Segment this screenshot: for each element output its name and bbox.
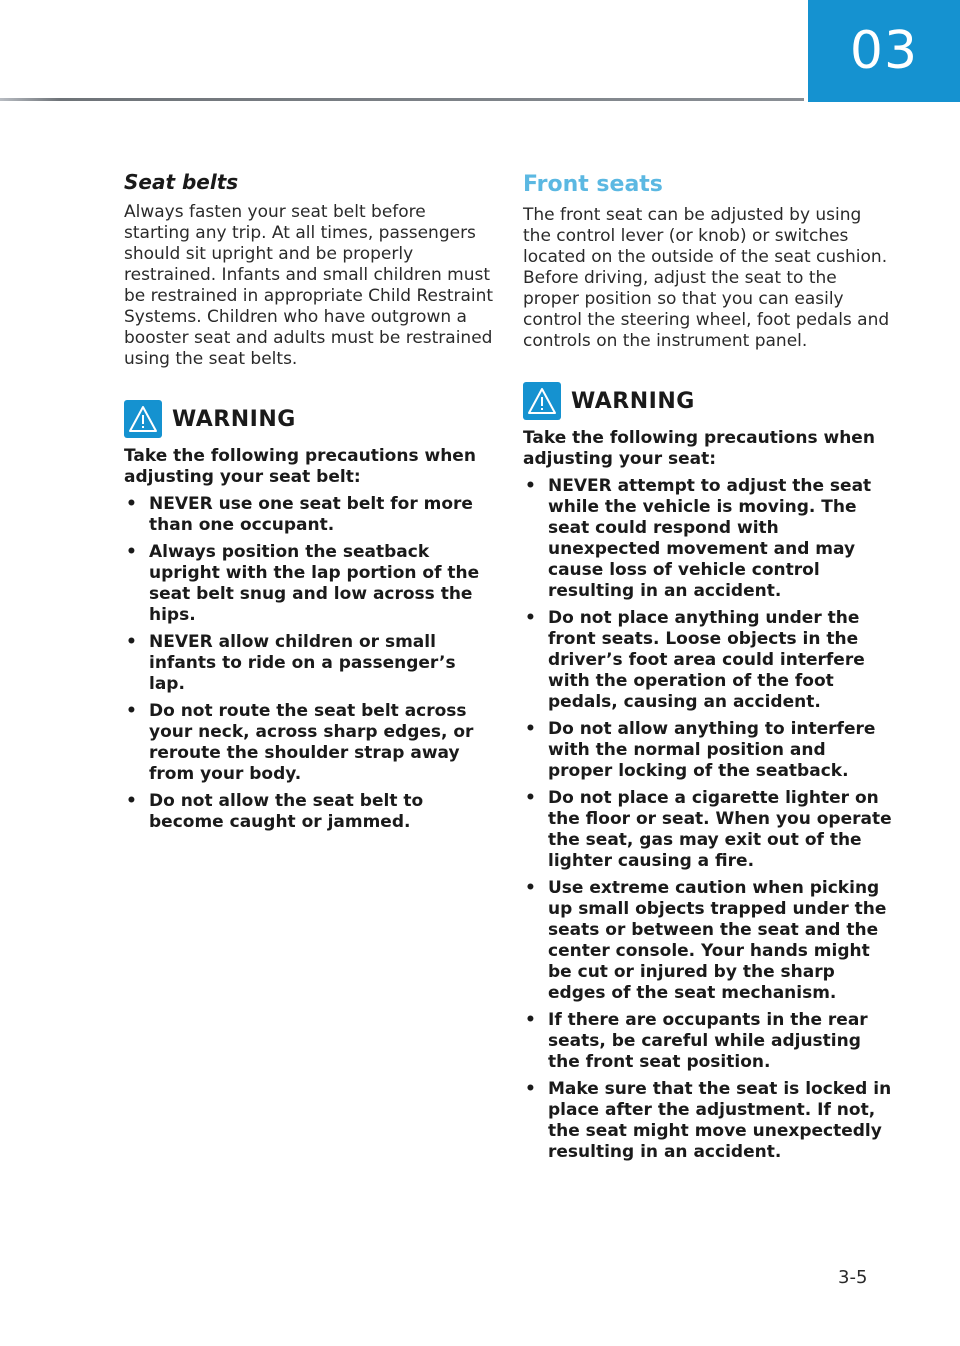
list-item: • NEVER attempt to adjust the seat while the vehicle is moving. The seat could respond with unexpected movement and may cause loss of vehicle control resulting in an accident. [525,476,872,601]
seat-belts-heading: Seat belts [124,170,239,194]
list-item: • Do not route the seat belt across your neck, across sharp edges, or reroute the shoulder strap away from your body. [126,701,474,784]
list-item: • NEVER allow children or small infants to ride on a passenger’s lap. [126,632,456,694]
list-item: • Use extreme caution when picking up small objects trapped under the seats or between the seat and the center console. Your hands might be cut or injured by the sharp edges of the seat mechanism. [525,878,887,1003]
list-item: • Do not allow the seat belt to become caught or jammed. [126,791,424,832]
front-seat-warning-header [523,382,893,420]
warning-intro: Take the following precautions when adjusting your seat belt: [124,446,476,487]
warning-triangle-icon [124,400,162,438]
page-number: 3-5 [838,1267,868,1288]
warning-intro: Take the following precautions when adjusting your seat: [523,428,875,469]
header-rule [0,98,804,101]
seat-belts-paragraph: Always fasten your seat belt before starting any trip. At all times, passengers should sit upright and be properly restrained. Infants and small children must be restrained in appropriate Child Restraint Systems. Children who have outgrown a booster seat and adults must be restrained using the seat belts. [124,202,494,369]
left-column [124,170,494,839]
list-item: • Make sure that the seat is locked in place after the adjustment. If not, the seat might move unexpectedly resulting in an accident. [525,1079,892,1162]
list-item: • If there are occupants in the rear seats, be careful while adjusting the front seat position. [525,1010,868,1072]
warning-title: WARNING [571,388,695,414]
warning-title: WARNING [172,406,296,432]
chapter-number: 03 [849,21,919,81]
warning-triangle-icon [523,382,561,420]
front-seats-paragraph: The front seat can be adjusted by using the control lever (or knob) or switches located on the outside of the seat cushion. Before driving, adjust the seat to the proper position so that you can easily control the steering wheel, foot pedals and controls on the instrument panel. [523,205,890,351]
seat-belt-warning-list [124,494,494,833]
right-column [523,170,893,1169]
list-item: • Do not place a cigarette lighter on the floor or seat. When you operate the seat, gas may exit out of the lighter causing a fire. [525,788,892,871]
front-seats-heading: Front seats [523,172,663,197]
chapter-tab [808,0,960,102]
seat-belt-warning-header [124,400,494,438]
list-item: • Do not allow anything to interfere with the normal position and proper locking of the seatback. [525,719,876,781]
front-seat-warning-list [523,476,893,1163]
list-item: • NEVER use one seat belt for more than one occupant. [126,494,473,535]
list-item: • Always position the seatback upright with the lap portion of the seat belt snug and low across the hips. [126,542,480,625]
list-item: • Do not place anything under the front seats. Loose objects in the driver’s foot area could interfere with the operation of the foot pedals, causing an accident. [525,608,865,712]
